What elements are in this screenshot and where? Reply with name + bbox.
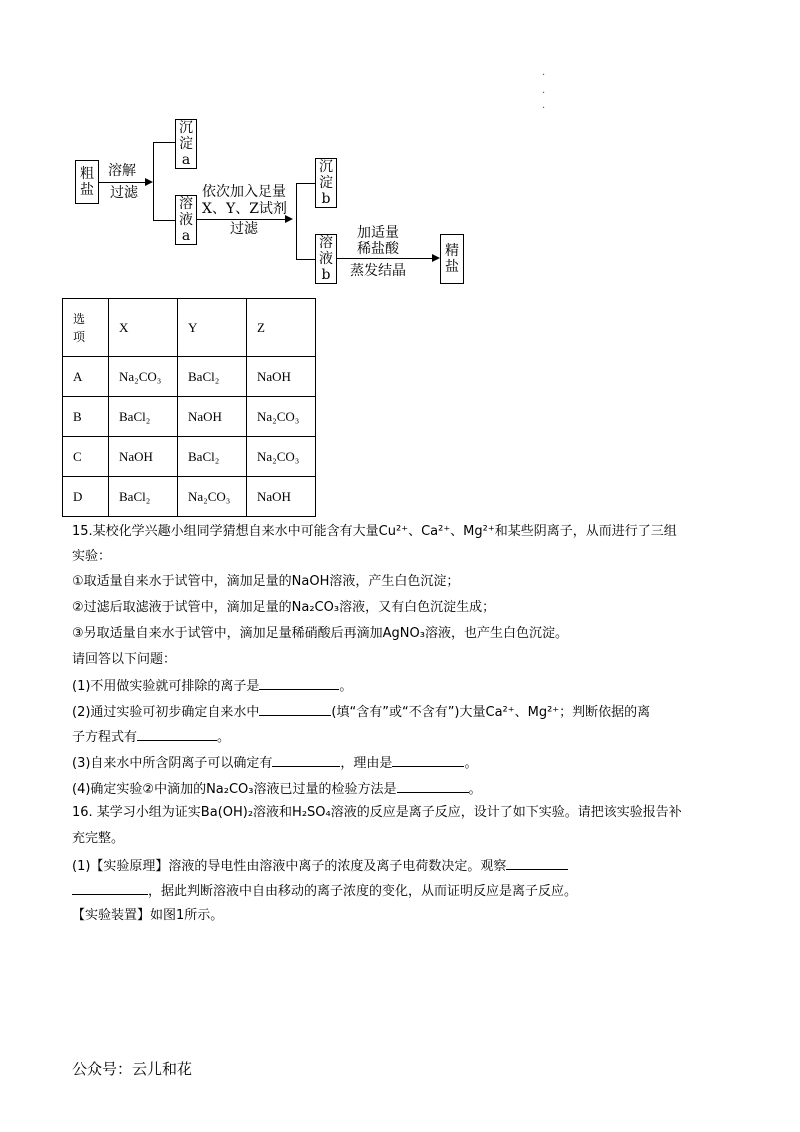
q16-intro-line1: 16. 某学习小组为证实Ba(OH)₂溶液和H₂SO₄溶液的反应是离子反应，设计了如下实验。请把该实验报告补 — [72, 805, 682, 820]
evaporate-label: 蒸发结晶 — [350, 263, 406, 279]
q15-experiment-2: ②过滤后取滤液于试管中，滴加足量的Na₂CO₃溶液，又有白色沉淀生成； — [72, 600, 496, 615]
refined-salt-box — [440, 234, 464, 284]
table-header-row — [63, 299, 316, 357]
q15-part4 — [72, 779, 482, 799]
table-row — [63, 477, 316, 517]
q16-part1-text-2: ，据此判断溶液中自由移动的离子浓度的变化，从而证明反应是离子反应。 — [148, 884, 578, 899]
header-z: Z — [247, 299, 316, 357]
solution-b-c2: 液 — [319, 251, 333, 267]
precip-a-c3: a — [181, 152, 191, 168]
arrow3-head — [432, 254, 440, 262]
filter1-label: 过滤 — [110, 185, 138, 201]
row-b-z: Na₂CO₃ — [247, 397, 316, 437]
q15-intro-line2: 实验： — [72, 549, 112, 564]
row-b-option: B — [63, 397, 109, 437]
row-c-x: NaOH — [109, 437, 178, 477]
q15-part3-blank-2[interactable] — [392, 753, 464, 767]
q15-part3 — [72, 753, 477, 773]
add-reagents-label-2: X、Y、Z试剂 — [202, 201, 287, 217]
refined-salt-c1: 精 — [445, 243, 459, 259]
refined-salt-c2: 盐 — [445, 259, 459, 275]
solution-a-box — [175, 195, 197, 245]
arrow1-line — [99, 182, 145, 183]
row-d-option: D — [63, 477, 109, 517]
row-d-z: NaOH — [247, 477, 316, 517]
filter2-label: 过滤 — [230, 221, 258, 237]
crude-salt-char-2: 盐 — [80, 182, 94, 198]
solution-a-c3: a — [181, 228, 191, 244]
q15-part1-text: (1)不用做实验就可排除的离子是 — [72, 679, 260, 694]
add-acid-label-2: 稀盐酸 — [357, 241, 399, 257]
crude-salt-char-1: 粗 — [80, 166, 94, 182]
q16-part1 — [72, 856, 568, 876]
q16-device: 【实验装置】如图1所示。 — [72, 908, 224, 923]
mark-dot-2: · — [542, 88, 546, 99]
q15-part2-end: 。 — [217, 730, 231, 745]
row-d-y: Na₂CO₃ — [178, 477, 247, 517]
precip-b-c1: 沉 — [319, 159, 333, 175]
precip-b-box — [315, 158, 337, 208]
table-row — [63, 357, 316, 397]
header-x: X — [109, 299, 178, 357]
q15-experiment-1: ①取适量自来水于试管中，滴加足量的NaOH溶液，产生白色沉淀； — [72, 574, 460, 589]
add-reagents-label-1: 依次加入足量 — [202, 184, 286, 200]
footer-watermark: 公众号：云儿和花 — [72, 1060, 193, 1078]
row-a-option: A — [63, 357, 109, 397]
solution-b-c1: 溶 — [319, 235, 333, 251]
row-a-x: Na₂CO₃ — [109, 357, 178, 397]
options-table — [62, 298, 316, 517]
precip-b-c2: 淀 — [319, 175, 333, 191]
q15-prompt: 请回答以下问题： — [72, 652, 177, 667]
q15-intro-line1: 15.某校化学兴趣小组同学猜想自来水中可能含有大量Cu²⁺、Ca²⁺、Mg²⁺和某些阴离子，从而进行了三组 — [72, 524, 677, 539]
branch2-top — [296, 183, 315, 184]
q15-part2-cont — [72, 727, 230, 747]
header-option: 选项 — [63, 299, 109, 357]
precip-a-box — [175, 119, 197, 169]
precip-b-c3: b — [321, 191, 331, 207]
q15-part3-text-2: ，理由是 — [340, 756, 393, 771]
branch2-vline — [296, 183, 297, 260]
precip-a-c1: 沉 — [179, 120, 193, 136]
q16-part1-blank-2[interactable] — [72, 881, 148, 895]
q15-experiment-3: ③另取适量自来水于试管中，滴加足量稀硝酸后再滴加AgNO₃溶液，也产生白色沉淀。 — [72, 626, 568, 641]
table-row — [63, 397, 316, 437]
solution-a-c1: 溶 — [179, 196, 193, 212]
q16-intro-line2: 充完整。 — [72, 831, 125, 846]
row-a-y: BaCl₂ — [178, 357, 247, 397]
q15-part4-blank[interactable] — [397, 779, 469, 793]
table-row — [63, 437, 316, 477]
row-c-y: BaCl₂ — [178, 437, 247, 477]
row-b-y: NaOH — [178, 397, 247, 437]
branch1-top — [153, 142, 175, 143]
q15-part1-end: 。 — [339, 679, 353, 694]
q15-part3-end: 。 — [464, 756, 478, 771]
header-y: Y — [178, 299, 247, 357]
row-a-z: NaOH — [247, 357, 316, 397]
row-c-z: Na₂CO₃ — [247, 437, 316, 477]
arrow1-head — [145, 178, 153, 186]
row-b-x: BaCl₂ — [109, 397, 178, 437]
branch2-bottom — [296, 259, 315, 260]
solution-a-c2: 液 — [179, 212, 193, 228]
dissolve-label: 溶解 — [108, 163, 136, 179]
branch1-vline — [153, 142, 154, 220]
q15-part2-blank[interactable] — [259, 702, 331, 716]
arrow2-head — [285, 215, 293, 223]
solution-b-c3: b — [321, 267, 331, 283]
q16-part1-text: (1)【实验原理】溶液的导电性由溶液中离子的浓度及离子电荷数决定。观察 — [72, 859, 507, 874]
q15-part3-text: (3)自来水中所含阴离子可以确定有 — [72, 756, 273, 771]
q15-part1 — [72, 676, 352, 696]
q16-part1-cont — [72, 881, 577, 901]
q15-part1-blank[interactable] — [259, 676, 339, 690]
q16-part1-blank[interactable] — [506, 856, 568, 870]
add-acid-label-1: 加适量 — [357, 225, 399, 241]
arrow2-line — [197, 219, 285, 220]
precip-a-c2: 淀 — [179, 136, 193, 152]
mark-dot-3: · — [542, 103, 546, 114]
q15-part4-text: (4)确定实验②中滴加的Na₂CO₃溶液已过量的检验方法是 — [72, 782, 397, 797]
q15-part2-text: (2)通过实验可初步确定自来水中 — [72, 705, 260, 720]
q15-part2-text-3: 子方程式有 — [72, 730, 138, 745]
q15-part4-end: 。 — [468, 782, 482, 797]
q15-part2-text-2: (填“含有”或“不含有”)大量Ca²⁺、Mg²⁺；判断依据的离 — [331, 705, 651, 720]
solution-b-box — [315, 234, 337, 284]
mark-dot-1: · — [542, 70, 546, 81]
row-d-x: BaCl₂ — [109, 477, 178, 517]
q15-part3-blank[interactable] — [272, 753, 340, 767]
q15-part2 — [72, 702, 650, 722]
arrow3-line — [337, 258, 432, 259]
q15-part2-blank-2[interactable] — [137, 727, 217, 741]
crude-salt-box — [75, 160, 99, 204]
row-c-option: C — [63, 437, 109, 477]
branch1-bottom — [153, 220, 175, 221]
